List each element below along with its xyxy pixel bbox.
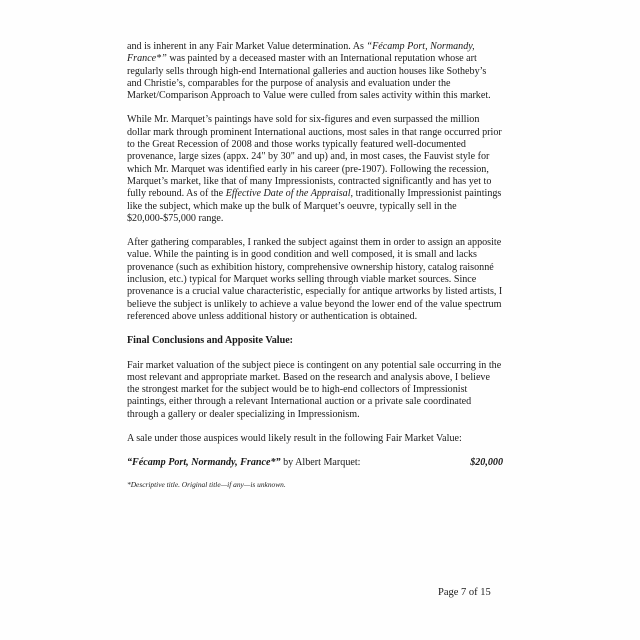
valuation-line	[127, 457, 503, 469]
paragraph-text: While Mr. Marquet’s paintings have sold for six-figures and even surpassed the million dollar mark through prominent International auctions, most sales in that range occurred prior to the Great Recession of 2008 and those works typically featured well-documented provenance, large sizes (appx. 24" by 30" and up) and, in most cases, the Fauvist style for which Mr. Marquet was identified early in his career (pre-1907). Following the recession, Marquet’s market, like that of many Impressionists, contracted significantly and has yet to fully rebound. As of the	[127, 114, 502, 200]
page-number: Page 7 of 15	[438, 587, 491, 598]
valuation-artist: by Albert Marquet:	[280, 457, 361, 469]
paragraph-market-context	[127, 41, 503, 102]
valuation-label	[127, 457, 360, 469]
section-heading: Final Conclusions and Apposite Value:	[127, 335, 294, 347]
paragraph-marquet-sales	[127, 114, 503, 225]
footnote: *Descriptive title. Original title—if any—is unknown.	[127, 479, 286, 489]
paragraph-text: and is inherent in any Fair Market Value determination. As	[127, 41, 367, 52]
paragraph-text: was painted by a deceased master with an International reputation whose art regularly sells through high-end International galleries and auction houses like Sotheby’s and Christie’s, comparables for the purpose of analysis and evaluation under the Market/Comparison Approach to Value were culled from sales activity within this market.	[127, 53, 491, 102]
artwork-title: “Fécamp Port, Normandy, France*”	[127, 41, 475, 65]
paragraph-comparables: After gathering comparables, I ranked the subject against them in order to assign an apposite value. While the painting is in good condition and well composed, it is small and lacks provenance (such as exhibition history, comprehensive ownership history, catalog raisonné inclusion, etc.) typical for Marquet works selling through viable market sources. Since provenance is a crucial value characteristic, especially for antique artworks by listed artists, I believe the subject is unlikely to achieve a value beyond the lower end of the value spectrum referenced above unless additional history or authentication is obtained.	[127, 237, 503, 322]
paragraph-sale-result: A sale under those auspices would likely result in the following Fair Market Value:	[127, 433, 462, 445]
paragraph-text: , traditionally Impressionist paintings like the subject, which make up the bulk of Marquet’s oeuvre, typically sell in the $20,000-$75,000 range.	[127, 188, 502, 224]
paragraph-fair-market: Fair market valuation of the subject piece is contingent on any potential sale occurring in the most relevant and appropriate market. Based on the research and analysis above, I believe the strongest market for the subject would be to high-end collectors of Impressionist paintings, either through a relevant International auction or a private sale coordinated through a gallery or dealer specializing in Impressionism.	[127, 359, 502, 420]
effective-date-term: Effective Date of the Appraisal	[225, 188, 351, 200]
valuation-amount: $20,000	[470, 457, 503, 469]
document-body	[127, 41, 503, 489]
valuation-artwork-title: “Fécamp Port, Normandy, France*”	[127, 457, 281, 469]
